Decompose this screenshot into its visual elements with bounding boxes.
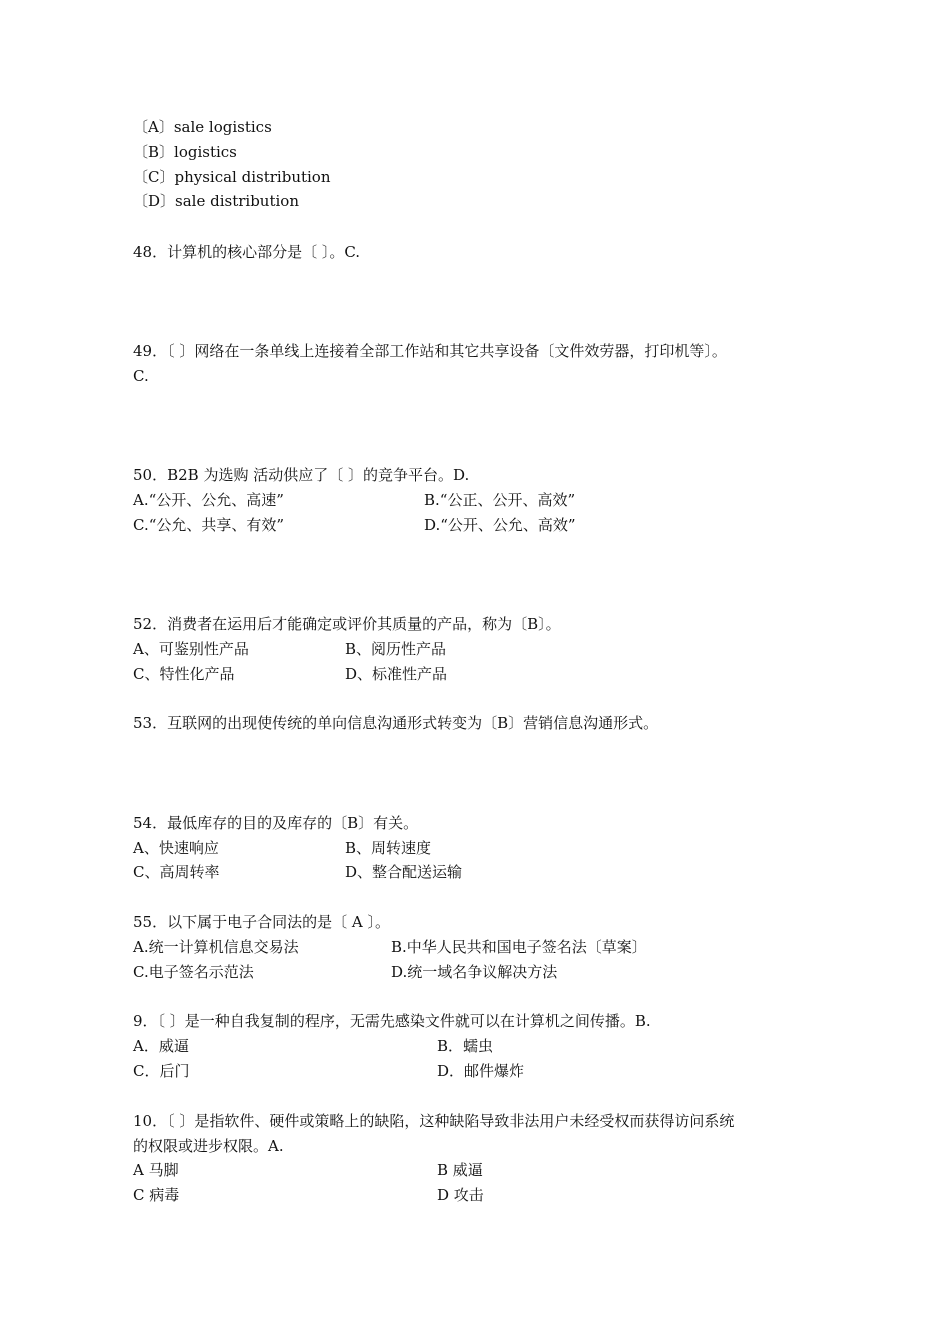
question-48: 48．计算机的核心部分是〔 〕。C. — [133, 243, 361, 261]
q10-option-b: B 威逼 — [437, 1161, 483, 1179]
q50-option-c: C.“公允、共享、有效” — [133, 516, 285, 534]
question-49-line1: 49．〔 〕网络在一条单线上连接着全部工作站和其它共享设备〔文件效劳器，打印机等〕。 — [133, 342, 727, 360]
q52-option-c: C、特性化产品 — [133, 665, 235, 683]
q54-option-d: D、整合配送运输 — [345, 863, 463, 881]
q50-option-d: D.“公开、公允、高效” — [424, 516, 576, 534]
question-50-stem: 50．B2B 为选购 活动供应了〔 〕的竞争平台。D. — [133, 466, 470, 484]
q9-option-a: A．威逼 — [133, 1037, 189, 1055]
q54-option-a: A、快速响应 — [133, 839, 219, 857]
q10-option-a: A 马脚 — [133, 1161, 179, 1179]
q52-option-a: A、可鉴别性产品 — [133, 640, 249, 658]
q50-option-b: B.“公正、公开、高效” — [424, 491, 576, 509]
q9-option-d: D．邮件爆炸 — [437, 1062, 525, 1080]
q10-option-c: C 病毒 — [133, 1186, 180, 1204]
q9-option-c: C．后门 — [133, 1062, 190, 1080]
question-10-line1: 10．〔 〕是指软件、硬件或策略上的缺陷，这种缺陷导致非法用户未经受权而获得访问系统 — [133, 1112, 735, 1130]
q10-option-d: D 攻击 — [437, 1186, 484, 1204]
q52-option-d: D、标准性产品 — [345, 665, 448, 683]
question-9-stem: 9．〔 〕是一种自我复制的程序，无需先感染文件就可以在计算机之间传播。B. — [133, 1012, 651, 1030]
question-52-stem: 52．消费者在运用后才能确定或评价其质量的产品，称为〔B〕。 — [133, 615, 561, 633]
q50-option-a: A.“公开、公允、高速” — [133, 491, 284, 509]
question-53: 53．互联网的出现使传统的单向信息沟通形式转变为〔B〕营销信息沟通形式。 — [133, 714, 659, 732]
q54-option-b: B、周转速度 — [345, 839, 432, 857]
option-c: 〔C〕physical distribution — [133, 168, 331, 186]
question-49-line2: C. — [133, 367, 149, 385]
option-a: 〔A〕sale logistics — [133, 118, 272, 136]
q55-option-a: A.统一计算机信息交易法 — [133, 938, 299, 956]
q52-option-b: B、阅历性产品 — [345, 640, 447, 658]
q55-option-b: B.中华人民共和国电子签名法〔草案〕 — [391, 938, 647, 956]
q54-option-c: C、高周转率 — [133, 863, 220, 881]
question-10-line2: 的权限或进步权限。A. — [133, 1137, 284, 1155]
q55-option-c: C.电子签名示范法 — [133, 963, 254, 981]
option-b: 〔B〕logistics — [133, 143, 237, 161]
q55-option-d: D.统一域名争议解决方法 — [391, 963, 558, 981]
q9-option-b: B．蠕虫 — [437, 1037, 494, 1055]
option-d: 〔D〕sale distribution — [133, 192, 299, 210]
question-55-stem: 55．以下属于电子合同法的是〔 A 〕。 — [133, 913, 390, 931]
question-54-stem: 54．最低库存的目的及库存的〔B〕有关。 — [133, 814, 419, 832]
